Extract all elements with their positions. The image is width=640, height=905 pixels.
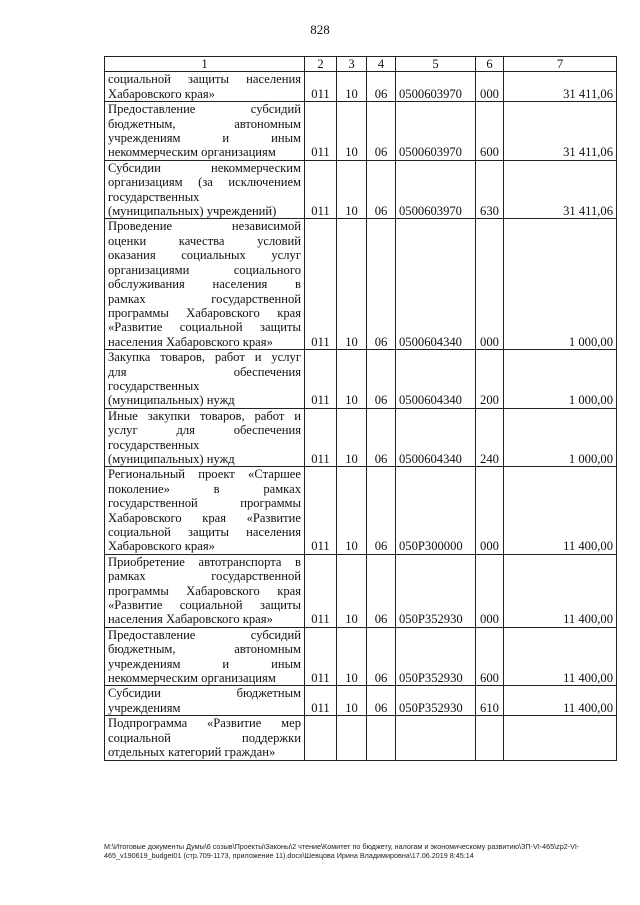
row-name-line: Иные закупки товаров, работ и [108, 408, 301, 423]
table-row [105, 686, 617, 716]
row-name-line: услуг для обеспечения [108, 423, 301, 438]
table-row [105, 627, 617, 686]
row-name-cell [105, 102, 305, 161]
row-name-line: бюджетным, автономным [108, 116, 301, 131]
amount-cell [504, 716, 617, 760]
table-row [105, 350, 617, 409]
row-name-cell [105, 686, 305, 716]
row-name-line: обслуживания населения в [108, 277, 301, 292]
section-code-cell: 10 [337, 350, 367, 409]
row-name-line: учреждениям [108, 700, 181, 715]
section-code-cell: 10 [337, 72, 367, 102]
subsection-code-cell: 06 [367, 627, 396, 686]
section-code-cell: 10 [337, 686, 367, 716]
expense-type-cell: 600 [476, 102, 504, 161]
row-name-cell [105, 554, 305, 627]
table-header-row [105, 57, 617, 72]
table-row [105, 408, 617, 467]
row-name-line: программы Хабаровского края [108, 305, 301, 320]
row-name-line: организациям (за исключением [108, 175, 301, 190]
table-row [105, 219, 617, 350]
expense-type-cell: 610 [476, 686, 504, 716]
row-name-line: Хабаровского края» [108, 86, 215, 101]
row-name-cell [105, 72, 305, 102]
row-name-line: Закупка товаров, работ и услуг [108, 350, 301, 365]
section-code-cell: 10 [337, 160, 367, 219]
subsection-code-cell: 06 [367, 554, 396, 627]
row-name-line: Региональный проект «Старшее [108, 467, 301, 482]
ministry-code-cell: 011 [305, 627, 337, 686]
section-code-cell: 10 [337, 102, 367, 161]
ministry-code-cell: 011 [305, 160, 337, 219]
row-name-line: некоммерческим организациям [108, 145, 276, 160]
expense-type-cell: 000 [476, 72, 504, 102]
row-name-line: Хабаровского края «Развитие [108, 510, 301, 525]
document-path-footer: M:\Итоговые документы Думы\6 созыв\Проекты\Законы\2 чтение\Комитет по бюджету, налогам и экономическому развитию\ЗП-VI-465\zp2-VI-465_v190619_budget01 (стр.709-1173, приложение 11).docx\Шевцова Ирина Владимировна\17.06.2019 8:45:14 [104, 842, 580, 860]
target-article-cell: 050P352930 [396, 554, 476, 627]
section-code-cell: 10 [337, 467, 367, 554]
row-name-line: поколение» в рамках [108, 481, 301, 496]
row-name-line: государственных [108, 378, 200, 393]
row-name-line: оценки качества условий [108, 233, 301, 248]
row-name-cell [105, 350, 305, 409]
amount-cell: 11 400,00 [504, 467, 617, 554]
ministry-code-cell: 011 [305, 554, 337, 627]
row-name-line: программы Хабаровского края [108, 583, 301, 598]
table-row [105, 160, 617, 219]
expense-type-cell: 200 [476, 350, 504, 409]
ministry-code-cell: 011 [305, 467, 337, 554]
subsection-code-cell: 06 [367, 408, 396, 467]
column-header-6: 6 [476, 57, 504, 72]
expense-type-cell: 600 [476, 627, 504, 686]
row-name-line: (муниципальных) учреждений) [108, 204, 277, 219]
row-name-cell [105, 467, 305, 554]
column-header-7: 7 [504, 57, 617, 72]
row-name-line: населения Хабаровского края» [108, 334, 273, 349]
amount-cell: 31 411,06 [504, 160, 617, 219]
ministry-code-cell: 011 [305, 72, 337, 102]
amount-cell: 11 400,00 [504, 554, 617, 627]
table-row [105, 554, 617, 627]
subsection-code-cell: 06 [367, 467, 396, 554]
row-name-line: социальной защиты населения [108, 72, 301, 87]
row-name-line: Проведение независимой [108, 219, 301, 234]
column-header-2: 2 [305, 57, 337, 72]
amount-cell: 1 000,00 [504, 219, 617, 350]
row-name-line: Субсидии некоммерческим [108, 160, 301, 175]
row-name-line: отдельных категорий граждан» [108, 745, 276, 760]
row-name-line: Субсидии бюджетным [108, 686, 301, 701]
expense-type-cell: 000 [476, 467, 504, 554]
row-name-line: (муниципальных) нужд [108, 451, 235, 466]
ministry-code-cell: 011 [305, 408, 337, 467]
subsection-code-cell [367, 716, 396, 760]
expense-type-cell: 000 [476, 554, 504, 627]
column-header-5: 5 [396, 57, 476, 72]
target-article-cell: 050P300000 [396, 467, 476, 554]
row-name-line: Предоставление субсидий [108, 627, 301, 642]
subsection-code-cell: 06 [367, 72, 396, 102]
row-name-line: социальной защиты населения [108, 525, 301, 539]
expense-type-cell: 630 [476, 160, 504, 219]
expense-type-cell: 240 [476, 408, 504, 467]
ministry-code-cell: 011 [305, 350, 337, 409]
ministry-code-cell: 011 [305, 686, 337, 716]
ministry-code-cell [305, 716, 337, 760]
subsection-code-cell: 06 [367, 102, 396, 161]
row-name-cell [105, 160, 305, 219]
target-article-cell: 0500604340 [396, 350, 476, 409]
row-name-line: государственных [108, 189, 200, 204]
row-name-cell [105, 627, 305, 686]
row-name-line: населения Хабаровского края» [108, 612, 273, 627]
row-name-line: «Развитие социальной защиты [108, 320, 301, 335]
target-article-cell: 0500604340 [396, 219, 476, 350]
expense-type-cell: 000 [476, 219, 504, 350]
table-row [105, 467, 617, 554]
row-name-line: некоммерческим организациям [108, 671, 276, 686]
row-name-line: оказания социальных услуг [108, 248, 301, 263]
target-article-cell [396, 716, 476, 760]
target-article-cell: 0500603970 [396, 160, 476, 219]
row-name-line: организациями социального [108, 262, 301, 277]
row-name-line: социальной поддержки [108, 730, 301, 745]
row-name-line: рамках государственной [108, 291, 301, 306]
subsection-code-cell: 06 [367, 160, 396, 219]
section-code-cell: 10 [337, 627, 367, 686]
row-name-cell [105, 408, 305, 467]
row-name-line: рамках государственной [108, 569, 301, 584]
row-name-line: «Развитие социальной защиты [108, 598, 301, 613]
page-number: 828 [310, 22, 330, 37]
target-article-cell: 050P352930 [396, 686, 476, 716]
row-name-cell [105, 716, 305, 760]
amount-cell: 1 000,00 [504, 408, 617, 467]
row-name-cell [105, 219, 305, 350]
row-name-line: учреждениям и иным [108, 131, 301, 146]
row-name-line: государственных [108, 437, 200, 452]
target-article-cell: 0500603970 [396, 102, 476, 161]
subsection-code-cell: 06 [367, 350, 396, 409]
budget-table [104, 56, 617, 761]
target-article-cell: 050P352930 [396, 627, 476, 686]
column-header-4: 4 [367, 57, 396, 72]
row-name-line: Хабаровского края» [108, 539, 215, 554]
subsection-code-cell: 06 [367, 686, 396, 716]
target-article-cell: 0500604340 [396, 408, 476, 467]
section-code-cell: 10 [337, 219, 367, 350]
row-name-line: для обеспечения [108, 364, 301, 379]
row-name-line: Приобретение автотранспорта в [108, 554, 301, 569]
section-code-cell: 10 [337, 408, 367, 467]
row-name-line: (муниципальных) нужд [108, 393, 235, 408]
target-article-cell: 0500603970 [396, 72, 476, 102]
section-code-cell [337, 716, 367, 760]
column-header-1: 1 [105, 57, 305, 72]
row-name-line: государственной программы [108, 496, 301, 511]
amount-cell: 31 411,06 [504, 72, 617, 102]
section-code-cell: 10 [337, 554, 367, 627]
amount-cell: 31 411,06 [504, 102, 617, 161]
ministry-code-cell: 011 [305, 219, 337, 350]
row-name-line: Подпрограмма «Развитие мер [108, 716, 301, 731]
amount-cell: 11 400,00 [504, 627, 617, 686]
amount-cell: 11 400,00 [504, 686, 617, 716]
row-name-line: учреждениям и иным [108, 656, 301, 671]
amount-cell: 1 000,00 [504, 350, 617, 409]
expense-type-cell [476, 716, 504, 760]
ministry-code-cell: 011 [305, 102, 337, 161]
row-name-line: Предоставление субсидий [108, 102, 301, 117]
table-row [105, 102, 617, 161]
table-row [105, 72, 617, 102]
row-name-line: бюджетным, автономным [108, 642, 301, 657]
table-row [105, 716, 617, 760]
subsection-code-cell: 06 [367, 219, 396, 350]
column-header-3: 3 [337, 57, 367, 72]
